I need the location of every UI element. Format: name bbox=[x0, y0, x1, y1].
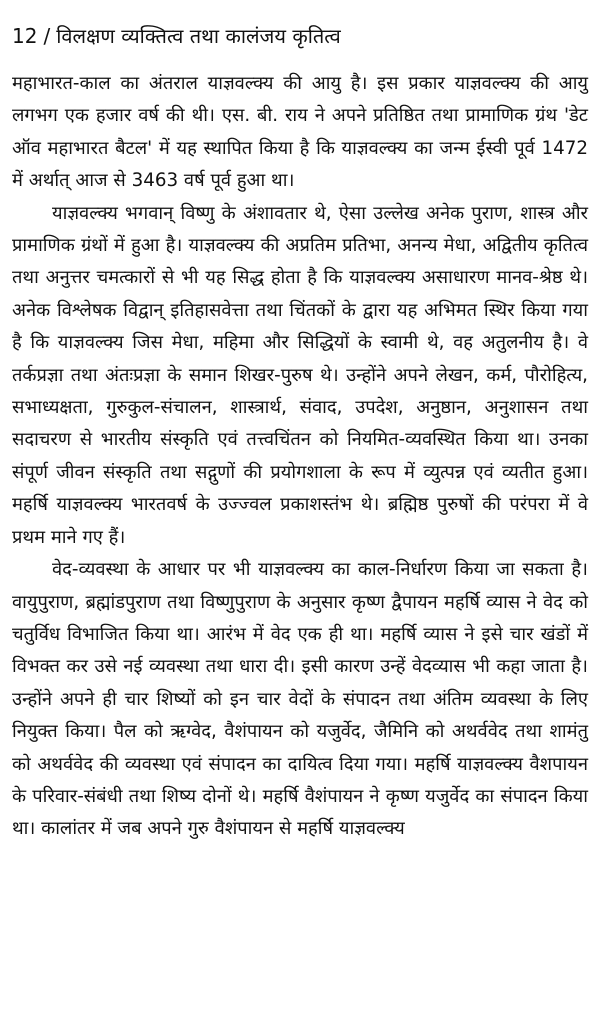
header-separator: / bbox=[43, 24, 51, 48]
book-page bbox=[12, 22, 588, 846]
body-text bbox=[12, 68, 588, 846]
paragraph-2: याज्ञवल्क्य भगवान् विष्णु के अंशावतार थे, ऐसा उल्लेख अनेक पुराण, शास्त्र और प्रामाणिक ग्रंथों में हुआ है। याज्ञवल्क्य की अप्रतिम प्रतिभा, अनन्य मेधा, अद्वितीय कृतित्व तथा अनुत्तर चमत्कारों से भी यह सिद्ध होता है कि याज्ञवल्क्य असाधारण मानव-श्रेष्ठ थे। अनेक विश्लेषक विद्वान् इतिहासवेत्ता तथा चिंतकों के द्वारा यह अभिमत स्थिर किया गया है कि याज्ञवल्क्य जिस मेधा, महिमा और सिद्धियों के स्वामी थे, वह अतुलनीय है। वे तर्कप्रज्ञा तथा अंतःप्रज्ञा के समान शिखर-पुरुष थे। उन्होंने अपने लेखन, कर्म, पौरोहित्य, सभाध्यक्षता, गुरुकुल-संचालन, शास्त्रार्थ, संवाद, उपदेश, अनुष्ठान, अनुशासन तथा सदाचरण से भारतीय संस्कृति एवं तत्त्वचिंतन को नियमित-व्यवस्थित किया था। उनका संपूर्ण जीवन संस्कृति तथा सद्गुणों की प्रयोगशाला के रूप में व्युत्पन्न एवं व्यतीत हुआ। महर्षि याज्ञवल्क्य भारतवर्ष के उज्ज्वल प्रकाशस्तंभ थे। ब्रह्मिष्ठ पुरुषों की परंपरा में वे प्रथम माने गए हैं। bbox=[12, 202, 588, 548]
running-header bbox=[12, 22, 588, 50]
page-number: 12 bbox=[12, 24, 38, 48]
paragraph-1: महाभारत-काल का अंतराल याज्ञवल्क्य की आयु है। इस प्रकार याज्ञवल्क्य की आयु लगभग एक हजार वर्ष की थी। एस. बी. राय ने अपने प्रतिष्ठित तथा प्रामाणिक ग्रंथ 'डेट ऑव महाभारत बैटल' में यह स्थापित किया है कि याज्ञवल्क्य का जन्म ईस्वी पूर्व 1472 में अर्थात् आज से 3463 वर्ष पूर्व हुआ था। bbox=[12, 73, 588, 192]
paragraph-3: वेद-व्यवस्था के आधार पर भी याज्ञवल्क्य का काल-निर्धारण किया जा सकता है। वायुपुराण, ब्रह्मांडपुराण तथा विष्णुपुराण के अनुसार कृष्ण द्वैपायन महर्षि व्यास ने वेद को चतुर्विध विभाजित किया था। आरंभ में वेद एक ही था। महर्षि व्यास ने इसे चार खंडों में विभक्त कर उसे नई व्यवस्था तथा धारा दी। इसी कारण उन्हें वेदव्यास भी कहा जाता है। उन्होंने अपने ही चार शिष्यों को इन चार वेदों के संपादन तथा अंतिम व्यवस्था के लिए नियुक्त किया। पैल को ऋग्वेद, वैशंपायन को यजुर्वेद, जैमिनि को अथर्ववेद तथा शामंतु को अथर्ववेद की व्यवस्था एवं संपादन का दायित्व दिया गया। महर्षि याज्ञवल्क्य वैशपायन के परिवार-संबंधी तथा शिष्य दोनों थे। महर्षि वैशंपायन ने कृष्ण यजुर्वेद का संपादन किया था। कालांतर में जब अपने गुरु वैशंपायन से महर्षि याज्ञवल्क्य bbox=[12, 559, 588, 840]
book-title: विलक्षण व्यक्तित्व तथा कालंजय कृतित्व bbox=[56, 24, 341, 48]
